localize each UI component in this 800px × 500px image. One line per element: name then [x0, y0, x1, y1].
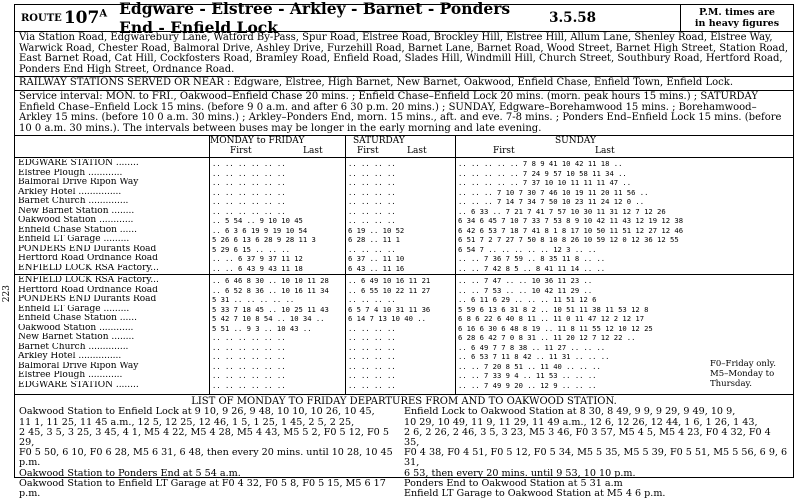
timetable-legend	[710, 360, 776, 389]
service-interval: Service interval: MON. to FRI., Oakwood–Enfield Chase 20 mins. ; Enfield Chase–Enfield Lock 20 mins. (morn. peak hours 15 mins.) ; SATURDAY Enfield Chase–Enfield Lock 15 mins. (before 9 0 a.m. and after 6 30 p.m. 20 mins.) ; SUNDAY, Edgware–Borehamwood 15 mins. ; Borehamwood–Arkley 15 mins. (before 10 0 a.m. 30 mins.) ; Arkley–Ponders End, morn. 15 mins., aft. and eve. 7-8 mins. ; Ponders End–Enfield Lock 15 mins. (before 10 0 a.m. 30 mins.). The intervals between buses may be longer in the early morning and late evening.	[15, 91, 793, 136]
time-row: .. .. .. .. .. ..	[212, 380, 286, 390]
time-row: .. .. .. ..	[348, 371, 396, 381]
time-row: .. .. .. 7 10 7 30 7 46 10 19 11 20 11 56 ..	[458, 187, 649, 197]
route-header	[15, 0, 793, 37]
time-row: .. 6 49 7 7 8 38 .. 11 27 .. .. ..	[458, 342, 606, 352]
footer-right-column	[404, 407, 789, 499]
stop-name: New Barnet Station ........	[18, 206, 135, 216]
route-number: 107	[63, 8, 100, 28]
stop-name: Oakwood Station ............	[18, 323, 134, 333]
subheader-mf-first: First	[230, 146, 252, 157]
header-mon-fri: MONDAY to FRIDAY	[210, 136, 305, 147]
time-row: .. .. .. .. .. ..	[212, 187, 286, 197]
time-row: .. .. .. ..	[348, 159, 396, 169]
stop-name: Arkley Hotel ...............	[18, 187, 122, 197]
pm-note-line1: P.M. times are	[699, 7, 775, 18]
time-row: .. .. .. 7 14 7 34 7 50 10 23 11 24 12 0 ..	[458, 197, 645, 207]
stop-name: PONDERS END Durants Road	[18, 244, 157, 254]
time-row: .. .. .. .. .. ..	[212, 361, 286, 371]
stop-name: Enfield LT Garage .........	[18, 235, 130, 245]
time-row: 6 54 7 .. .. .. .. .. 12 3 .. ..	[458, 244, 597, 254]
time-row: .. 6 49 10 16 11 21	[348, 276, 431, 286]
time-row: .. 6 46 8 30 .. 10 10 11 28	[212, 276, 329, 286]
time-row: .. 6 55 10 22 11 27	[348, 285, 431, 295]
header-saturday: SATURDAY	[353, 136, 405, 147]
subheader-mf-last: Last	[303, 146, 323, 157]
time-row: .. 6 11 6 29 .. .. .. 11 51 12 6	[458, 295, 597, 305]
time-row: .. 6 52 8 36 .. 10 16 11 34	[212, 285, 329, 295]
time-row: .. .. .. ..	[348, 187, 396, 197]
subheader-sun-first: First	[493, 146, 515, 157]
time-row: .. .. 7 47 .. .. 10 36 11 23 ..	[458, 276, 593, 286]
timetable-frame	[14, 0, 794, 499]
footer-line: Oakwood Station to Enfield LT Garage at F0 4 32, F0 5 8, F0 5 15, M5 6 17	[19, 477, 386, 489]
time-row: 5 26 6 13 6 28 9 28 11 3	[212, 235, 316, 245]
route-suffix: A	[99, 8, 108, 20]
footer-left-column	[19, 407, 404, 499]
time-row: .. .. .. ..	[348, 352, 396, 362]
legend-thursday: Thursday.	[710, 378, 752, 389]
stop-name: ENFIELD LOCK RSA Factory...	[18, 276, 159, 286]
time-row: 5 33 7 18 45 .. 10 25 11 43	[212, 304, 329, 314]
subheader-sat-last: Last	[407, 146, 427, 157]
time-row: .. .. .. .. .. ..	[212, 159, 286, 169]
time-row: .. .. .. ..	[348, 197, 396, 207]
time-row: .. .. .. ..	[348, 295, 396, 305]
time-row: .. 6 53 7 11 8 42 .. 11 31 .. .. ..	[458, 352, 610, 362]
footer-line: F0 5 50, 6 10, F0 6 28, M5 6 31, 6 48, then every 20 mins. until 10 28, 10 45 p.m.	[19, 447, 393, 469]
effective-date: 3.5.58	[549, 10, 597, 26]
legend-friday: F0–Friday only.	[710, 359, 776, 370]
time-row: .. .. 7 42 8 5 .. 8 41 11 14 .. ..	[458, 263, 606, 273]
time-row: 5 31 .. .. .. .. ..	[212, 295, 295, 305]
time-row: 6 5 7 4 10 31 11 36	[348, 304, 431, 314]
stop-name: Arkley Hotel ...............	[18, 352, 122, 362]
time-row: .. .. .. ..	[348, 361, 396, 371]
stop-name: Enfield Chase Station ......	[18, 314, 137, 324]
time-row: .. .. .. ..	[348, 206, 396, 216]
time-row: .. .. .. ..	[348, 380, 396, 390]
stop-name: Barnet Church ..............	[18, 197, 129, 207]
column-rule-stops	[209, 136, 210, 394]
column-rule-sunday	[455, 136, 456, 394]
header-sunday: SUNDAY	[555, 136, 596, 147]
time-row: 5 59 6 13 6 31 8 2 .. 10 51 11 38 11 53 12 8	[458, 304, 649, 314]
column-rule-saturday	[345, 136, 346, 394]
stop-name: Elstree Plough ............	[18, 371, 123, 381]
legend-monday-thursday: M5–Monday to	[710, 369, 775, 380]
time-row: .. .. .. .. .. ..	[212, 206, 286, 216]
stop-name: New Barnet Station ........	[18, 333, 135, 343]
time-row: .. .. .. ..	[348, 168, 396, 178]
time-row: 6 19 .. 10 52	[348, 225, 405, 235]
time-row: 5 42 7 10 8 54 .. 10 34 ..	[212, 314, 325, 324]
time-row: .. .. .. ..	[348, 178, 396, 188]
time-row: .. .. .. .. .. ..	[212, 197, 286, 207]
time-row: 5 29 6 15 .. .. ..	[212, 244, 290, 254]
time-row: .. .. .. .. .. ..	[212, 168, 286, 178]
time-row: .. .. 7 53 .. .. 10 42 11 29 ..	[458, 285, 593, 295]
time-row: 6 43 .. 11 16	[348, 263, 405, 273]
footer-line: Enfield Lock to Oakwood Station at 8 30, 8 49, 9 9, 9 29, 9 49, 10 9,	[404, 406, 736, 418]
footer-line: p.m.	[19, 487, 41, 499]
time-row: .. 6 3 6 19 9 19 10 54	[212, 225, 308, 235]
time-row: .. .. 6 37 9 37 11 12	[212, 254, 303, 264]
time-row: 6 28 6 42 7 0 8 31 .. 11 20 12 7 12 22 ..	[458, 333, 636, 343]
time-row: 6 51 7 2 7 27 7 50 8 10 8 26 10 59 12 0 12 36 12 55	[458, 235, 679, 245]
footer-line: 2 6, 2 26, 2 46, 3 5, 3 23, M5 3 46, F0 3 57, M5 4 5, M5 4 23, F0 4 32, F0 4 35,	[404, 426, 771, 448]
page-number: 223	[2, 285, 12, 303]
time-row: .. .. .. ..	[348, 216, 396, 226]
stop-name: ENFIELD LOCK RSA Factory...	[18, 263, 159, 273]
footer-line: 11 1, 11 25, 11 45 a.m., 12 5, 12 25, 12 46, 1 5, 1 25, 1 45, 2 5, 2 25,	[19, 416, 355, 428]
stop-name: Hertford Road Ordnance Road	[18, 254, 158, 264]
time-row: 6 28 .. 11 1	[348, 235, 400, 245]
footer-line: Ponders End to Oakwood Station at 5 31 a.m	[404, 477, 623, 489]
route-description: Via Station Road, Edgwarebury Lane, Watford By-Pass, Spur Road, Elstree Road, Brockley Hill, Elstree Hill, Allum Lane, Shenley Road, Elstree Way, Warwick Road, Chester Road, Balmoral Drive, Ashley Drive, Furzehill Road, Barnet Lane, Barnet Road, Wood Street, Barnet High Street, Station Road, East Barnet Road, Cat Hill, Cockfosters Road, Bramley Road, Enfield Road, Slades Hill, Windmill Hill, Church Street, Southbury Road, Hertford Road, Ponders End High Street, Ordnance Road.	[15, 32, 793, 77]
oakwood-departures	[15, 395, 793, 500]
route-label: ROUTE	[21, 12, 62, 24]
footer-line: Oakwood Station to Enfield Lock at 9 10, 9 26, 9 48, 10 10, 10 26, 10 45,	[19, 406, 375, 418]
route-number-group	[64, 8, 107, 28]
footer-line: Oakwood Station to Ponders End at 5 54 a.m.	[19, 467, 241, 479]
time-row: .. .. .. ..	[348, 342, 396, 352]
time-row: .. .. .. .. .. ..	[212, 333, 286, 343]
time-row: .. .. .. .. .. 7 24 9 57 10 58 11 34 ..	[458, 168, 627, 178]
subheader-sat-first: First	[357, 146, 379, 157]
footer-line: Enfield LT Garage to Oakwood Station at M5 4 6 p.m.	[404, 487, 666, 499]
time-row: .. .. .. ..	[348, 333, 396, 343]
timetable-grid	[15, 136, 793, 395]
subheader-sun-last: Last	[595, 146, 615, 157]
stop-name: Barnet Church ..............	[18, 342, 129, 352]
direction-divider	[15, 274, 793, 275]
time-row: 6 16 6 30 6 48 8 19 .. 11 8 11 55 12 10 12 25	[458, 323, 653, 333]
footer-line: 6 53, then every 20 mins. until 9 53, 10 10 p.m.	[404, 467, 636, 479]
time-row: 6 42 6 53 7 18 7 41 8 1 8 17 10 50 11 51 12 27 12 46	[458, 225, 684, 235]
time-row: 6 37 .. 11 10	[348, 254, 405, 264]
time-row: .. .. .. ..	[348, 323, 396, 333]
pm-note-line2: in heavy figures	[694, 18, 780, 29]
stop-name: Elstree Plough ............	[18, 168, 123, 178]
time-row: .. .. 7 33 9 4 .. 11 53 .. .. ..	[458, 371, 597, 381]
time-row: .. 6 33 .. 7 21 7 41 7 57 10 30 11 31 12 7 12 26	[458, 206, 666, 216]
stop-name: EDGWARE STATION ........	[18, 380, 139, 390]
stop-name: Enfield LT Garage .........	[18, 304, 130, 314]
footer-line: 10 29, 10 49, 11 9, 11 29, 11 49 a.m., 12 6, 12 26, 12 44, 1 6, 1 26, 1 43,	[404, 416, 758, 428]
route-title: Edgware - Elstree - Arkley - Barnet - Ponders End - Enfield Lock	[119, 0, 511, 37]
time-row: 6 14 7 13 10 40 ..	[348, 314, 426, 324]
time-row: 6 34 6 45 7 10 7 33 7 53 8 9 10 42 11 43 12 19 12 38	[458, 216, 684, 226]
time-row: .. .. .. .. .. 7 8 9 41 10 42 11 18 ..	[458, 159, 623, 169]
time-row: .. 5 54 .. 9 10 10 45	[212, 216, 303, 226]
time-row: .. .. .. .. .. ..	[212, 178, 286, 188]
header-rule	[15, 157, 793, 158]
footer-title: LIST OF MONDAY TO FRIDAY DEPARTURES FROM AND TO OAKWOOD STATION.	[191, 396, 617, 408]
time-row: .. .. .. .. .. ..	[212, 342, 286, 352]
footer-columns	[19, 407, 789, 499]
footer-line: 2 45, 3 5, 3 25, 3 45, 4 1, M5 4 22, M5 4 28, M5 4 43, M5 5 2, F0 5 12, F0 5 29,	[19, 426, 389, 448]
time-row: .. .. .. .. .. 7 37 10 10 11 11 11 47 ..	[458, 178, 632, 188]
time-row: 6 8 6 22 6 40 8 11 .. 11 0 11 47 12 2 12 17	[458, 314, 645, 324]
stop-name: Hertford Road Ordnance Road	[18, 285, 158, 295]
time-row: .. .. .. .. .. ..	[212, 352, 286, 362]
time-row: 5 51 .. 9 3 .. 10 43 ..	[212, 323, 312, 333]
stop-name: Balmoral Drive Ripon Way	[18, 178, 139, 188]
time-row: .. .. 7 49 9 20 .. 12 9 .. .. ..	[458, 380, 597, 390]
railway-stations: RAILWAY STATIONS SERVED OR NEAR : Edgware, Elstree, High Barnet, New Barnet, Oakwood, Enfield Chase, Enfield Town, Enfield Lock.	[15, 77, 793, 91]
stop-name: PONDERS END Durants Road	[18, 295, 157, 305]
time-row: .. .. .. ..	[348, 244, 396, 254]
stop-name: Enfield Chase Station ......	[18, 225, 137, 235]
time-row: .. .. .. .. .. ..	[212, 371, 286, 381]
time-row: .. .. 6 43 9 43 11 18	[212, 263, 303, 273]
stop-name: Balmoral Drive Ripon Way	[18, 361, 139, 371]
stop-name: Oakwood Station ............	[18, 216, 134, 226]
pm-note	[680, 5, 793, 31]
stop-name: EDGWARE STATION ........	[18, 159, 139, 169]
footer-line: F0 4 38, F0 4 51, F0 5 12, F0 5 34, M5 5 35, M5 5 39, F0 5 51, M5 5 56, 6 9, 6 31,	[404, 447, 788, 469]
time-row: .. .. 7 36 7 59 .. 8 35 11 8 .. ..	[458, 254, 606, 264]
time-row: .. .. 7 20 8 51 .. 11 40 .. .. ..	[458, 361, 601, 371]
